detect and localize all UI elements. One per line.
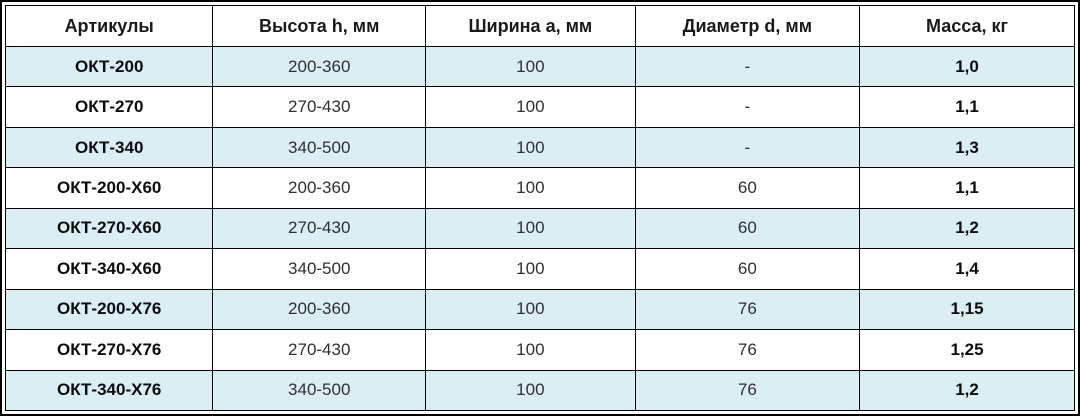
article-cell: ОКТ-340-Х76 <box>6 370 213 411</box>
width-cell: 100 <box>426 127 636 167</box>
table-row <box>6 249 1075 289</box>
article-cell: ОКТ-340 <box>6 127 213 167</box>
width-cell: 100 <box>426 249 636 289</box>
height-cell: 200-360 <box>213 289 426 329</box>
width-cell: 100 <box>426 87 636 127</box>
table-row <box>6 168 1075 208</box>
mass-cell: 1,0 <box>860 47 1075 87</box>
mass-cell: 1,4 <box>860 249 1075 289</box>
diameter-cell: - <box>635 87 859 127</box>
article-cell: ОКТ-270-Х76 <box>6 330 213 370</box>
height-cell: 270-430 <box>213 330 426 370</box>
table-row <box>6 330 1075 370</box>
table-row <box>6 208 1075 248</box>
width-cell: 100 <box>426 289 636 329</box>
diameter-cell: 60 <box>635 168 859 208</box>
table-row <box>6 87 1075 127</box>
height-cell: 340-500 <box>213 249 426 289</box>
column-header-width: Ширина a, мм <box>426 6 636 47</box>
diameter-cell: - <box>635 127 859 167</box>
height-cell: 340-500 <box>213 370 426 411</box>
column-header-diameter: Диаметр d, мм <box>635 6 859 47</box>
article-cell: ОКТ-340-Х60 <box>6 249 213 289</box>
column-header-mass: Масса, кг <box>860 6 1075 47</box>
diameter-cell: 76 <box>635 330 859 370</box>
width-cell: 100 <box>426 47 636 87</box>
diameter-cell: 76 <box>635 289 859 329</box>
article-cell: ОКТ-200 <box>6 47 213 87</box>
width-cell: 100 <box>426 330 636 370</box>
column-header-height: Высота h, мм <box>213 6 426 47</box>
article-cell: ОКТ-270-Х60 <box>6 208 213 248</box>
diameter-cell: - <box>635 47 859 87</box>
table-row <box>6 127 1075 167</box>
mass-cell: 1,3 <box>860 127 1075 167</box>
table-row <box>6 370 1075 411</box>
mass-cell: 1,25 <box>860 330 1075 370</box>
diameter-cell: 76 <box>635 370 859 411</box>
mass-cell: 1,2 <box>860 208 1075 248</box>
article-cell: ОКТ-200-Х76 <box>6 289 213 329</box>
table-body <box>6 47 1075 411</box>
article-cell: ОКТ-270 <box>6 87 213 127</box>
height-cell: 200-360 <box>213 168 426 208</box>
article-cell: ОКТ-200-Х60 <box>6 168 213 208</box>
mass-cell: 1,15 <box>860 289 1075 329</box>
diameter-cell: 60 <box>635 249 859 289</box>
width-cell: 100 <box>426 208 636 248</box>
height-cell: 340-500 <box>213 127 426 167</box>
mass-cell: 1,1 <box>860 168 1075 208</box>
column-header-article: Артикулы <box>6 6 213 47</box>
height-cell: 270-430 <box>213 87 426 127</box>
spec-table <box>5 5 1075 411</box>
mass-cell: 1,2 <box>860 370 1075 411</box>
table-row <box>6 289 1075 329</box>
width-cell: 100 <box>426 370 636 411</box>
header-row <box>6 6 1075 47</box>
height-cell: 270-430 <box>213 208 426 248</box>
table-row <box>6 47 1075 87</box>
height-cell: 200-360 <box>213 47 426 87</box>
diameter-cell: 60 <box>635 208 859 248</box>
mass-cell: 1,1 <box>860 87 1075 127</box>
width-cell: 100 <box>426 168 636 208</box>
